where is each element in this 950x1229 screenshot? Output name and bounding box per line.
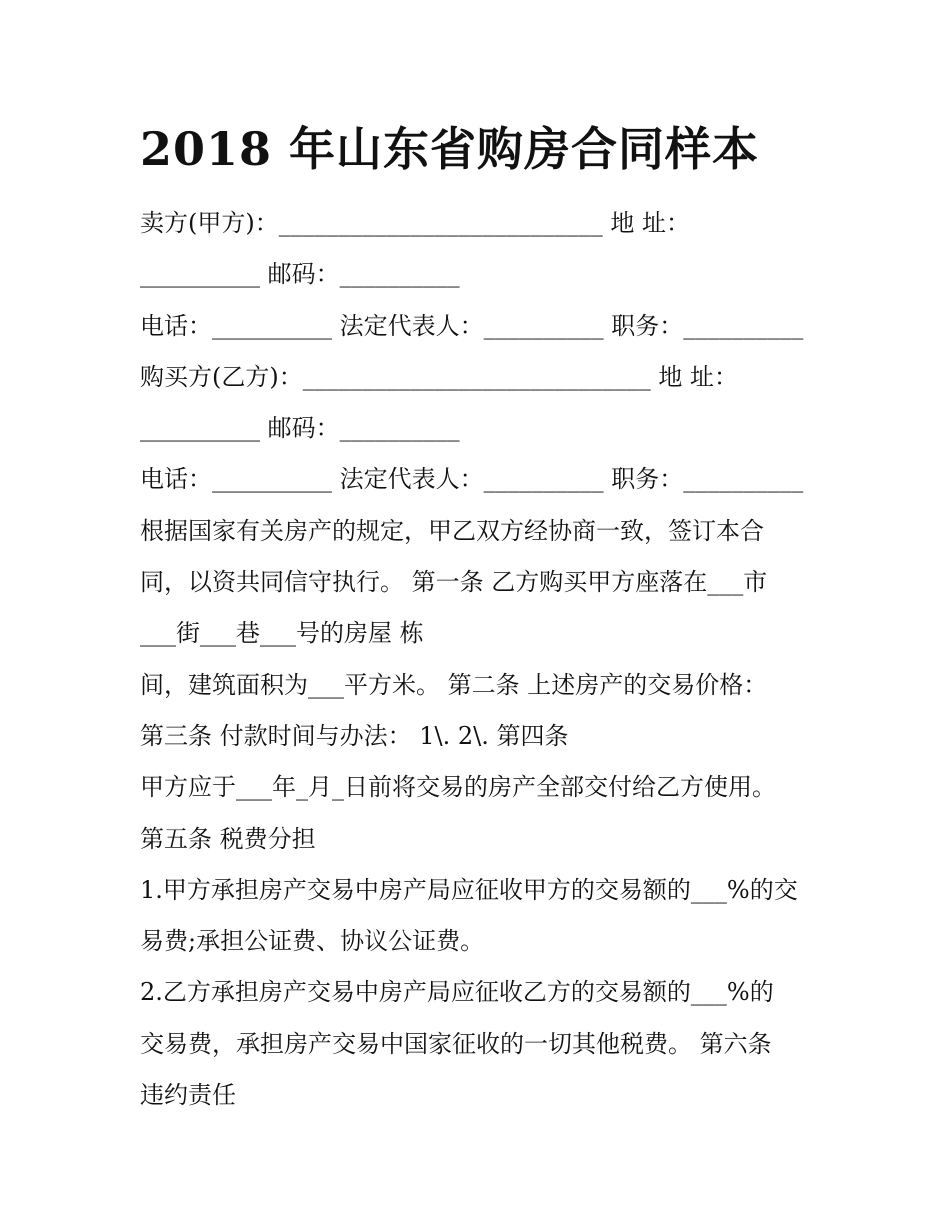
document-title: 2018 年山东省购房合同样本 — [140, 122, 760, 176]
text-line: 易费;承担公证费、协议公证费。 — [140, 927, 485, 956]
contract-document — [140, 118, 820, 1121]
text-line: ___街___巷___号的房屋 栋 — [140, 619, 424, 648]
text-line: 电话：__________ 法定代表人：__________ 职务：__________ — [140, 465, 804, 494]
text-line: 电话：__________ 法定代表人：__________ 职务：__________ — [140, 311, 804, 340]
text-line: 间，建筑面积为___平方米。 第二条 上述房产的交易价格： — [140, 670, 768, 699]
text-line: 甲方应于___年_月_日前将交易的房产全部交付给乙方使用。 — [140, 773, 776, 802]
text-line: 违约责任 — [140, 1081, 236, 1110]
text-line: 同，以资共同信守执行。 第一条 乙方购买甲方座落在___市 — [140, 568, 768, 597]
text-line: 购买方(乙方)：_____________________________ 地 址： — [140, 362, 738, 391]
text-line: 卖方(甲方)：___________________________ 地 址： — [140, 209, 690, 237]
text-line: 交易费，承担房产交易中国家征收的一切其他税费。 第六条 — [140, 1029, 772, 1058]
text-line: 第五条 税费分担 — [140, 824, 316, 853]
text-line: __________ 邮码：__________ — [140, 414, 460, 443]
text-line: 2.乙方承担房产交易中房产局应征收乙方的交易额的___%的 — [140, 978, 774, 1007]
text-line: 1.甲方承担房产交易中房产局应征收甲方的交易额的___%的交 — [140, 875, 798, 904]
text-line: 第三条 付款时间与办法： 1\. 2\. 第四条 — [140, 721, 569, 750]
text-line: __________ 邮码：__________ — [140, 260, 460, 289]
text-line: 根据国家有关房产的规定，甲乙双方经协商一致，签订本合 — [140, 516, 764, 545]
